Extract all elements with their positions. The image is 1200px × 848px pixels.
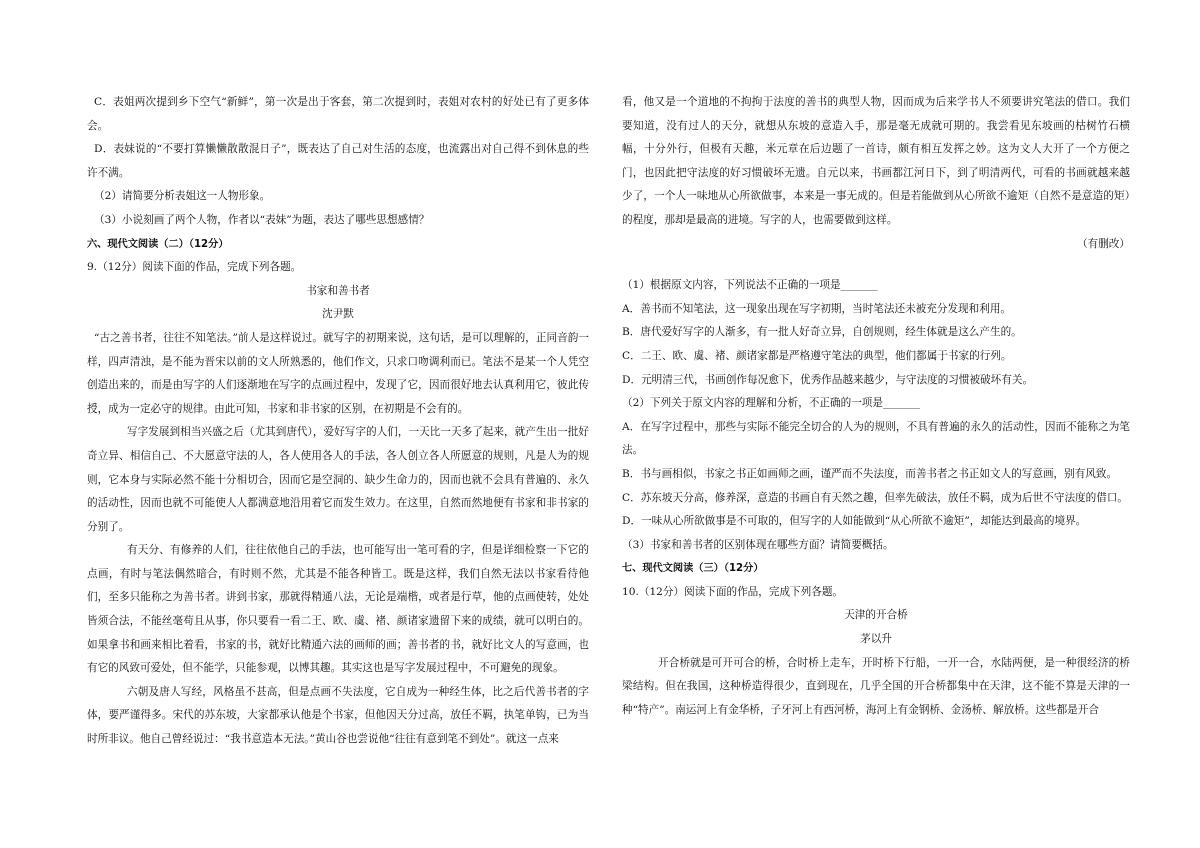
q9-1-option-c: C．二王、欧、虞、褚、颜诸家都是严格遵守笔法的典型，他们都属于书家的行列。 xyxy=(622,349,1012,362)
article-paragraph-2: 写字发展到相当兴盛之后（尤其到唐代），爱好写字的人们，一天比一天多了起来，就产生出一批好奇立异、相信自己、不大愿意守法的人，各人使用各人的手法，各人创立各人所愿意的规则，凡是人为的规则，它本身与实际必然不能十分相切合，因而它是空洞的、缺少生命力的，因而也就不会具有普遍的、永久的活动性，因而也就不可能使人人都满意地沿用着它而发生效力。在这里，自然而然地便有书家和非书家的分别了。 xyxy=(87,426,589,533)
q9-intro: 9.（12分）阅读下面的作品，完成下列各题。 xyxy=(87,261,302,274)
section-6-heading: 六、现代文阅读（二）（12分） xyxy=(87,238,229,250)
section-7-heading: 七、现代文阅读（三）（12分） xyxy=(622,563,764,575)
q9-1-option-b: B．唐代爱好写字的人渐多，有一批人好奇立异，自创规则，经生体就是这么产生的。 xyxy=(622,326,1022,339)
q8-option-d: D．表妹说的“不要打算懒懒散散混日子”，既表达了自己对生活的态度，也流露出对自己得不到休息的些许不满。 xyxy=(87,143,589,179)
article-title: 书家和善书者 xyxy=(306,284,370,297)
article-paragraph-4: 六朝及唐人写经，风格虽不甚高，但是点画不失法度，它自成为一种经生体，比之后代善书者的字体，要严谨得多。宋代的苏东坡，大家都承认他是个书家，但他因天分过高，放任不羁，执笔单钩，已为当时所非议。他自己曾经说过：“我书意造本无法。”黄山谷也尝说他“往往有意到笔不到处”。就这一点来 xyxy=(87,685,589,746)
article-2-author: 茅以升 xyxy=(860,633,892,646)
article-paragraph-3: 有天分、有修养的人们，往往依他自己的手法，也可能写出一笔可看的字，但是详细检察一下它的点画，有时与笔法偶然暗合，有时则不然，尤其是不能各种皆工。既是这样，我们自然无法以书家看待他们，至多只能称之为善书者。讲到书家，那就得精通八法，无论是端楷，或者是行草，他的点画使转，处处皆须合法，不能丝毫苟且从事，你只要看一看二王、欧、虞、褚、颜诸家遗留下来的成绩，就可以明白的。如果拿书和画来相比着看，书家的书，就好比精通六法的画师的画；善书者的书，就好比文人的写意画，也有它的风致可爱处，但不能学，只能参观，以博其趣。其实这也是写字发展过程中，不可避免的现象。 xyxy=(87,544,589,675)
q9-2-option-b: B．书与画相似，书家之书正如画师之画，谨严而不失法度，而善书者之书正如文人的写意画，别有风致。 xyxy=(622,467,1118,480)
q10-intro: 10.（12分）阅读下面的作品，完成下列各题。 xyxy=(622,585,844,598)
q8-sub-question-3: （3）小说刻画了两个人物，作者以“表妹”为题，表达了哪些思想感情？ xyxy=(94,213,430,226)
article-paragraph-1: “古之善书者，往往不知笔法。”前人是这样说过。就写字的初期来说，这句话，是可以理解的，正同音韵一样，四声清浊，是不能为晋宋以前的文人所熟悉的，他们作文，只求口吻调利而已。笔法不是某一个人凭空创造出来的，而是由写字的人们逐渐地在写字的点画过程中，发现了它，因而很好地去认真利用它，彼此传授，成为一定必守的规律。由此可知，书家和非书家的区别，在初期是不会有的。 xyxy=(87,331,589,415)
q8-sub-question-2: （2）请简要分析表姐这一人物形象。 xyxy=(94,190,271,203)
article-author: 沈尹默 xyxy=(322,308,354,321)
article-paragraph-4-continued: 看，他又是一个道地的不拘拘于法度的善书的典型人物，因而成为后来学书人不须要讲究笔法的借口。我们要知道，没有过人的天分，就想从东坡的意造入手，那是毫无成就可期的。我尝看见东坡画的枯树竹石横幅，十分外行，但极有天趣，米元章在后边题了一首诗，颇有相互发挥之妙。这为文人大开了一个方便之门，也因此把守法度的好习惯破坏无遗。自元以来，书画都江河日下，到了明清两代，可看的书画就越来越少了，一个人一味地从心所欲做事，本来是一事无成的。但是若能做到从心所欲不逾矩（自然不是意造的矩）的程度，那却是最高的进境。写字的人，也需要做到这样。 xyxy=(622,96,1130,226)
left-column xyxy=(87,91,589,752)
q9-sub-question-1: （1）根据原文内容，下列说法不正确的一项是_______ xyxy=(622,279,878,292)
q8-option-c: C．表姐两次提到乡下空气“新鲜”，第一次是出于客套，第二次提到时，表姐对农村的好处已有了更多体会。 xyxy=(87,96,589,132)
article-2-title: 天津的开合桥 xyxy=(844,609,908,622)
article-2-paragraph-1: 开合桥就是可开可合的桥，合时桥上走车，开时桥下行船，一开一合，水陆两便，是一种很经济的桥梁结构。但在我国，这种桥造得很少，直到现在，几乎全国的开合桥都集中在天津，这不能不算是天津的一种“特产”。南运河上有金华桥，子牙河上有西河桥，海河上有金钢桥、金汤桥、解放桥。这些都是开合 xyxy=(622,656,1130,716)
q9-1-option-a: A．善书而不知笔法，这一现象出现在写字初期，当时笔法还未被充分发现和利用。 xyxy=(622,302,1012,315)
q9-1-option-d: D．元明清三代，书画创作每况愈下，优秀作品越来越少，与守法度的习惯被破坏有关。 xyxy=(622,373,1034,386)
q9-2-option-c: C．苏东坡天分高，修养深，意造的书画自有天然之趣，但率先破法，放任不羁，成为后世不守法度的借口。 xyxy=(622,491,1129,504)
q9-sub-question-3: （3）书家和善书者的区别体现在哪些方面？请简要概括。 xyxy=(622,538,894,551)
edit-note: （有删改） xyxy=(1077,237,1130,250)
q9-2-option-a: A．在写字过程中，那些与实际不能完全切合的人为的规则，不具有普遍的永久的活动性，因而不能称之为笔法。 xyxy=(622,420,1130,457)
q9-sub-question-2: （2）下列关于原文内容的理解和分析，不正确的一项是_______ xyxy=(622,397,921,410)
right-column xyxy=(622,91,1130,722)
q9-2-option-d: D．一味从心所欲做事是不可取的，但写字的人如能做到“从心所欲不逾矩”，却能达到最高的境界。 xyxy=(622,515,1087,528)
